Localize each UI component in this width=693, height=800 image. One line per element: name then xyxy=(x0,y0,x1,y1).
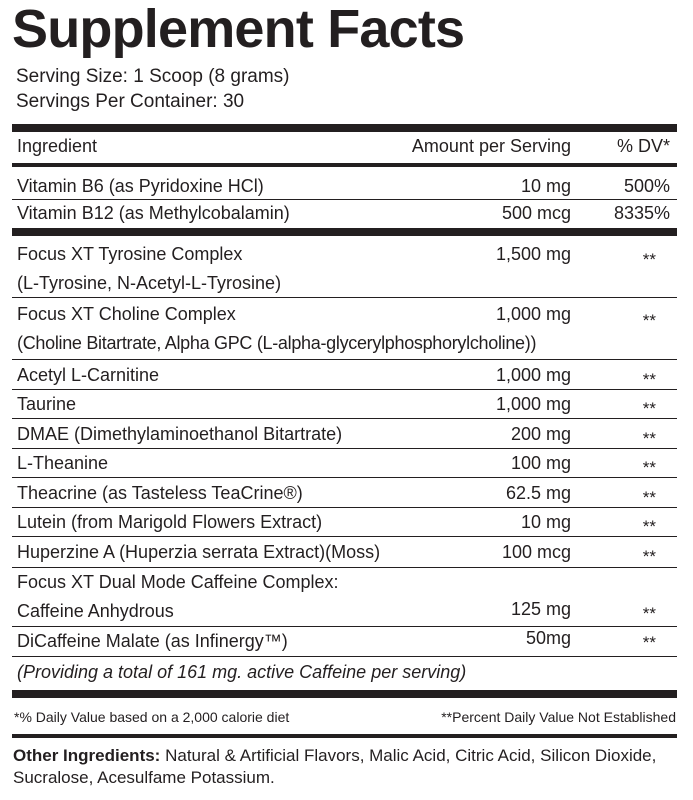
theacrine-amount: 62.5 mg xyxy=(505,483,571,503)
header-dv: % DV* xyxy=(616,136,670,156)
other-ingredients xyxy=(13,745,683,789)
lutein-dv: ** xyxy=(642,517,656,536)
tyrosine-complex-detail: (L-Tyrosine, N-Acetyl-L-Tyrosine) xyxy=(17,273,282,293)
acetyl-l-carnitine-dv: ** xyxy=(642,370,656,389)
vitamin-b6-amount: 10 mg xyxy=(520,176,571,196)
tyrosine-complex-name: Focus XT Tyrosine Complex xyxy=(17,244,243,264)
acetyl-l-carnitine-amount: 1,000 mg xyxy=(495,365,571,385)
other-ingredients-text: Natural & Artificial Flavors, Malic Acid, Citric Acid, Silicon Dioxide, Sucralose, Acesulfame Potassium. xyxy=(13,746,657,787)
divider xyxy=(12,418,677,419)
huperzine-a-name: Huperzine A (Huperzia serrata Extract)(Moss) xyxy=(17,542,381,562)
footnote-daily-value: *% Daily Value based on a 2,000 calorie diet xyxy=(14,709,290,725)
taurine-dv: ** xyxy=(642,399,656,418)
caffeine-complex-label: Focus XT Dual Mode Caffeine Complex: xyxy=(17,572,339,592)
divider xyxy=(12,477,677,478)
vitamin-b12-dv: 8335% xyxy=(613,203,670,223)
divider xyxy=(12,448,677,449)
thick-rule-bottom xyxy=(12,690,677,698)
choline-complex-amount: 1,000 mg xyxy=(495,304,571,324)
caffeine-total-note: (Providing a total of 161 mg. active Caffeine per serving) xyxy=(17,662,467,682)
vitamin-b6-dv: 500% xyxy=(623,176,670,196)
header-amount: Amount per Serving xyxy=(411,136,571,156)
dmae-amount: 200 mg xyxy=(510,424,571,444)
taurine-amount: 1,000 mg xyxy=(495,394,571,414)
theacrine-name: Theacrine (as Tasteless TeaCrine®) xyxy=(17,483,303,503)
divider xyxy=(12,297,677,298)
lutein-amount: 10 mg xyxy=(520,512,571,532)
footnote-not-established: **Percent Daily Value Not Established xyxy=(441,709,676,725)
dmae-dv: ** xyxy=(642,429,656,448)
divider xyxy=(12,389,677,390)
header-ingredient: Ingredient xyxy=(17,136,98,156)
choline-complex-detail: (Choline Bitartrate, Alpha GPC (L-alpha-glycerylphosphorylcholine)) xyxy=(17,333,537,353)
divider xyxy=(12,567,677,568)
dicaffeine-malate-dv: ** xyxy=(642,633,656,652)
panel-title: Supplement Facts xyxy=(12,0,465,59)
choline-complex-dv: ** xyxy=(642,311,656,330)
dicaffeine-malate-amount: 50mg xyxy=(525,628,571,648)
divider xyxy=(12,359,677,360)
other-ingredients-label: Other Ingredients: xyxy=(13,746,161,765)
l-theanine-dv: ** xyxy=(642,458,656,477)
rule-under-header xyxy=(12,163,677,167)
divider xyxy=(12,626,677,627)
serving-size: Serving Size: 1 Scoop (8 grams) xyxy=(16,66,290,87)
divider xyxy=(12,656,677,657)
dmae-name: DMAE (Dimethylaminoethanol Bitartrate) xyxy=(17,424,343,444)
lutein-name: Lutein (from Marigold Flowers Extract) xyxy=(17,512,323,532)
huperzine-a-dv: ** xyxy=(642,547,656,566)
theacrine-dv: ** xyxy=(642,488,656,507)
divider xyxy=(12,536,677,537)
taurine-name: Taurine xyxy=(17,394,77,414)
caffeine-anhydrous-dv: ** xyxy=(642,604,656,623)
caffeine-anhydrous-amount: 125 mg xyxy=(510,599,571,619)
caffeine-anhydrous-name: Caffeine Anhydrous xyxy=(17,601,174,621)
rule-above-other-ingredients xyxy=(12,734,677,738)
acetyl-l-carnitine-name: Acetyl L-Carnitine xyxy=(17,365,160,385)
tyrosine-complex-dv: ** xyxy=(642,250,656,269)
vitamin-b12-amount: 500 mcg xyxy=(501,203,571,223)
vitamin-b6-name: Vitamin B6 (as Pyridoxine HCl) xyxy=(17,176,264,196)
servings-per-container: Servings Per Container: 30 xyxy=(16,91,245,112)
l-theanine-name: L-Theanine xyxy=(17,453,109,473)
tyrosine-complex-amount: 1,500 mg xyxy=(495,244,571,264)
huperzine-a-amount: 100 mcg xyxy=(501,542,571,562)
divider xyxy=(12,199,677,200)
vitamin-b12-name: Vitamin B12 (as Methylcobalamin) xyxy=(17,203,290,223)
thick-rule-vitamins xyxy=(12,228,677,236)
divider xyxy=(12,507,677,508)
l-theanine-amount: 100 mg xyxy=(510,453,571,473)
dicaffeine-malate-name: DiCaffeine Malate (as Infinergy™) xyxy=(17,631,288,651)
choline-complex-name: Focus XT Choline Complex xyxy=(17,304,236,324)
thick-rule-top xyxy=(12,124,677,132)
